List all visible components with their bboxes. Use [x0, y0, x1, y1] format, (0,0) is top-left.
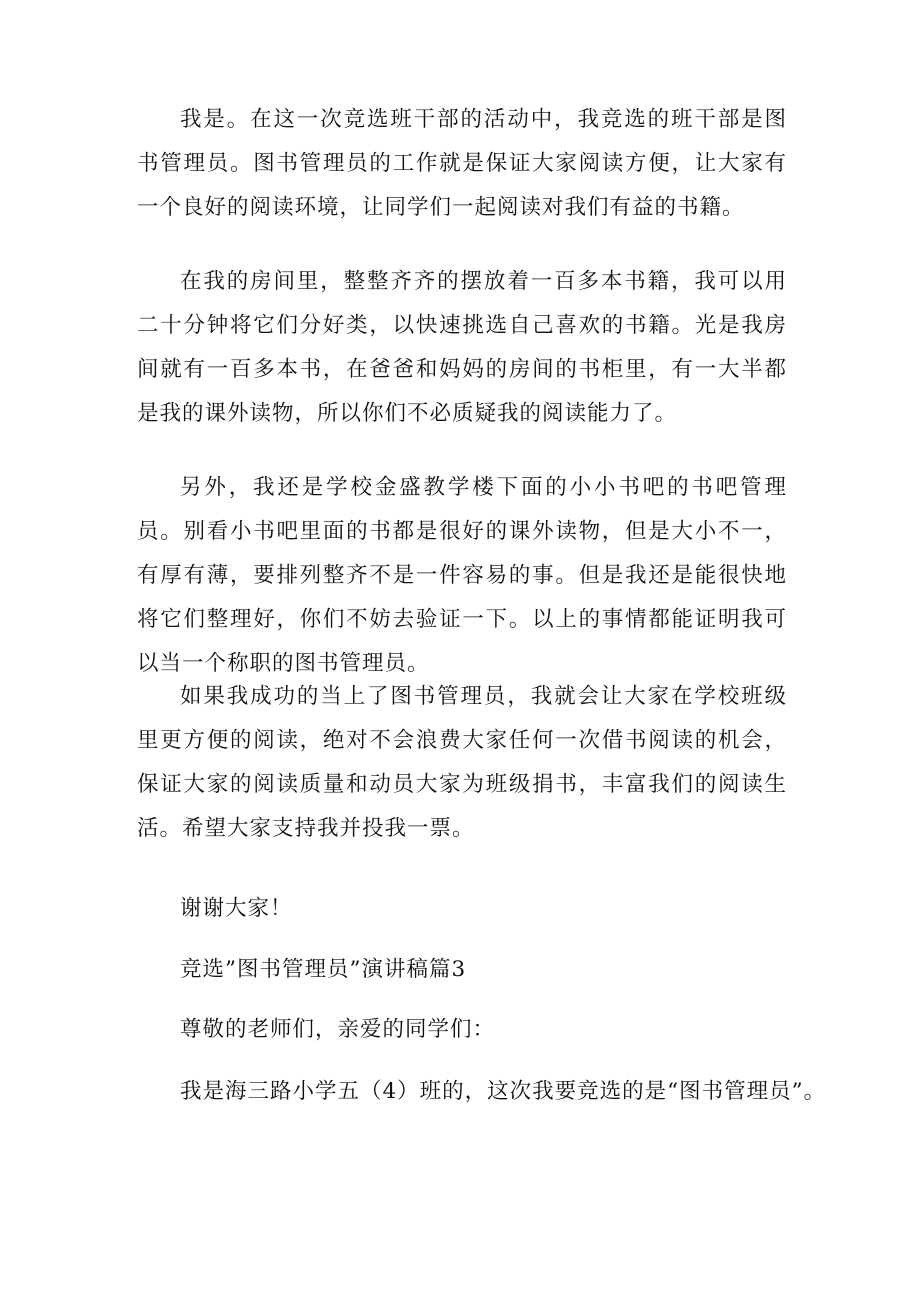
self-intro-line: 我是海三路小学五（4）班的，这次我要竞选的是“图书管理员”。 — [180, 1079, 827, 1104]
thanks-line: 谢谢大家！ — [180, 896, 293, 921]
paragraph-promise: 如果我成功的当上了图书管理员，我就会让大家在学校班级里更方便的阅读，绝对不会浪费大家任何一次借书阅读的机会，保证大家的阅读质量和动员大家为班级捐书，丰富我们的阅读生活。希望大家支持我并投我一票。 — [137, 684, 787, 841]
section-title: 竞选”图书管理员”演讲稿篇3 — [180, 957, 467, 982]
greeting-line: 尊敬的老师们，亲爱的同学们： — [180, 1017, 496, 1042]
paragraph-room-books: 在我的房间里，整整齐齐的摆放着一百多本书籍，我可以用二十分钟将它们分好类，以快速挑选自己喜欢的书籍。光是我房间就有一百多本书，在爸爸和妈妈的房间的书柜里，有一大半都是我的课外读物，所以你们不必质疑我的阅读能力了。 — [137, 269, 787, 426]
paragraph-intro-role: 我是。在这一次竞选班干部的活动中，我竞选的班干部是图书管理员。图书管理员的工作就是保证大家阅读方便，让大家有一个良好的阅读环境，让同学们一起阅读对我们有益的书籍。 — [137, 107, 787, 220]
paragraph-book-bar: 另外，我还是学校金盛教学楼下面的小小书吧的书吧管理员。别看小书吧里面的书都是很好的课外读物，但是大小不一，有厚有薄，要排列整齐不是一件容易的事。但是我还是能很快地将它们整理好，你们不妨去验证一下。以上的事情都能证明我可以当一个称职的图书管理员。 — [137, 475, 787, 676]
